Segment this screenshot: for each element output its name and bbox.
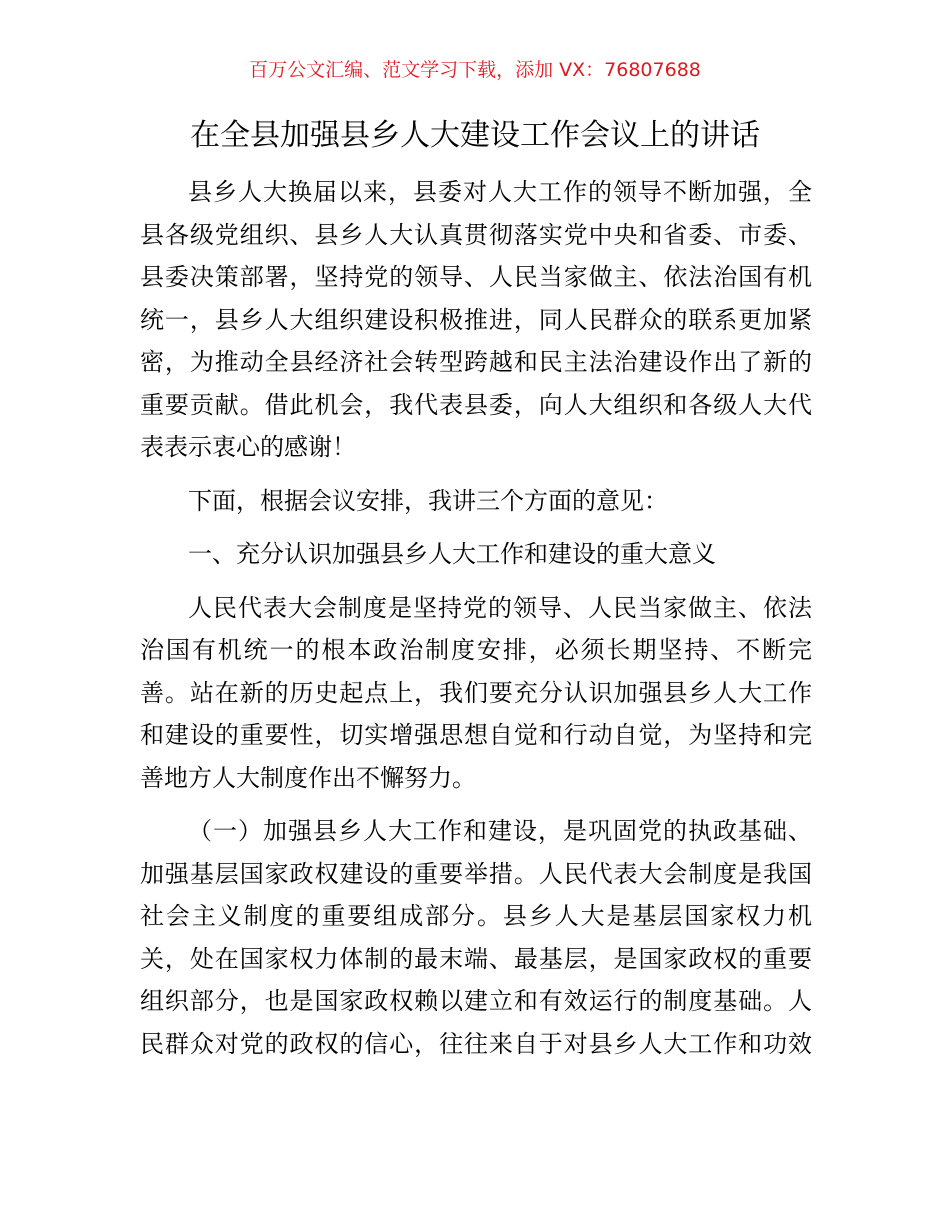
paragraph <box>140 533 812 576</box>
text-line: 统一，县乡人大组织建设积极推进，同人民群众的联系更加紧 <box>140 305 812 334</box>
text-line: 县各级党组织、县乡人大认真贯彻落实党中央和省委、市委、 <box>140 220 812 249</box>
text-line: 民群众对党的政权的信心，往往来自于对县乡人大工作和功效 <box>140 1029 812 1058</box>
text-line: 善地方人大制度作出不懈努力。 <box>140 763 476 792</box>
text-line: 一、充分认识加强县乡人大工作和建设的重大意义 <box>188 540 716 568</box>
text-line: 县委决策部署，坚持党的领导、人民当家做主、依法治国有机 <box>140 263 812 291</box>
document-body <box>140 171 812 1076</box>
text-line: 和建设的重要性，切实增强思想自觉和行动自觉，为坚持和完 <box>140 721 812 749</box>
paragraph <box>140 810 812 1065</box>
text-line: 社会主义制度的重要组成部分。县乡人大是基层国家权力机 <box>140 902 812 930</box>
text-line: 组织部分，也是国家政权赖以建立和有效运行的制度基础。人 <box>140 987 812 1015</box>
text-line: （一）加强县乡人大工作和建设，是巩固党的执政基础、 <box>188 817 812 845</box>
paragraph <box>140 171 812 469</box>
text-line: 重要贡献。借此机会，我代表县委，向人大组织和各级人大代 <box>140 390 812 419</box>
text-line: 密，为推动全县经济社会转型跨越和民主法治建设作出了新的 <box>140 348 812 376</box>
page-title: 在全县加强县乡人大建设工作会议上的讲话 <box>190 118 760 153</box>
paragraph <box>140 480 812 523</box>
text-line: 人民代表大会制度是坚持党的领导、人民当家做主、依法 <box>188 593 812 622</box>
text-line: 下面，根据会议安排，我讲三个方面的意见： <box>188 486 668 515</box>
text-line: 善。站在新的历史起点上，我们要充分认识加强县乡人大工作 <box>140 678 812 707</box>
download-banner: 百万公文汇编、范文学习下载，添加 VX：76807688 <box>249 59 701 81</box>
text-line: 表表示衷心的感谢！ <box>140 433 356 461</box>
text-line: 县乡人大换届以来，县委对人大工作的领导不断加强，全 <box>188 178 812 206</box>
text-line: 关，处在国家权力体制的最末端、最基层，是国家政权的重要 <box>140 944 812 973</box>
text-line: 治国有机统一的根本政治制度安排，必须长期坚持、不断完 <box>140 636 812 664</box>
text-line: 加强基层国家政权建设的重要举措。人民代表大会制度是我国 <box>140 859 812 888</box>
paragraph <box>140 587 812 800</box>
